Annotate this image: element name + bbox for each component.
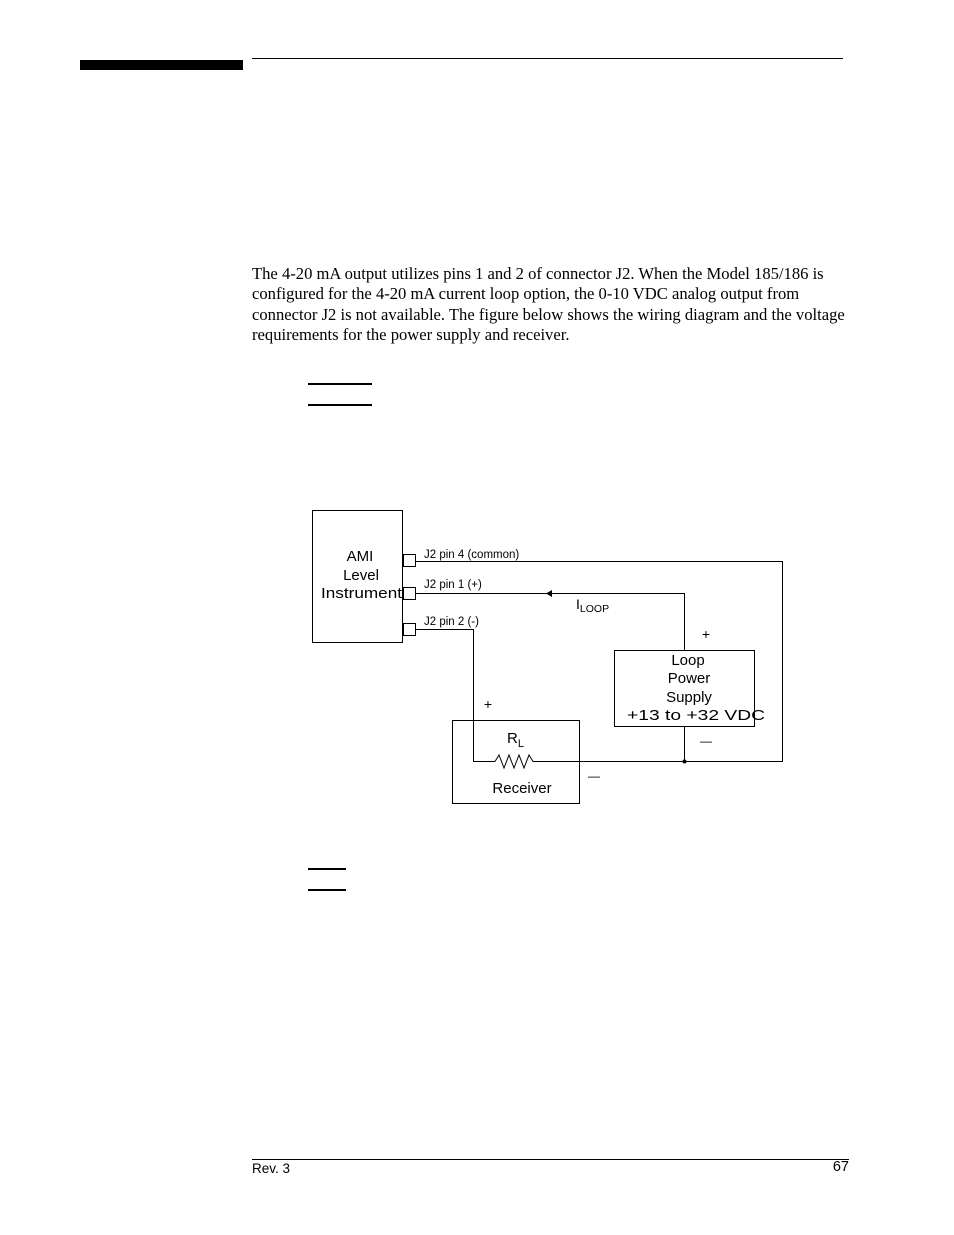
pin1-label: J2 pin 1 (+) xyxy=(424,579,482,591)
header-rule xyxy=(252,58,843,59)
instrument-label-2: Level xyxy=(343,567,379,584)
receiver-plus-sign: + xyxy=(483,696,493,712)
rl-subscript: L xyxy=(517,738,524,750)
supply-minus-sign: — xyxy=(700,734,712,748)
instrument-label-3: Instrument xyxy=(321,585,403,602)
iloop-arrow xyxy=(546,590,552,597)
junction-dot xyxy=(683,760,687,764)
pin2-label: J2 pin 2 (-) xyxy=(424,616,479,628)
instrument-label-1: AMI xyxy=(346,548,374,565)
supply-label-2: Power xyxy=(667,670,711,687)
footer-revision: Rev. 3 xyxy=(252,1161,291,1176)
rl-label: $R_L$ xyxy=(507,730,524,750)
iloop-subscript: LOOP xyxy=(579,603,610,615)
note-rule-bottom xyxy=(308,404,372,406)
receiver-minus-sign: — xyxy=(588,769,600,783)
pin4-label: J2 pin 4 (common) xyxy=(424,549,520,561)
page-number: 67 xyxy=(832,1159,849,1175)
supply-label-3: Supply xyxy=(666,689,712,706)
footer-rule xyxy=(252,1159,849,1160)
header-bar xyxy=(80,60,243,70)
supply-label-4: +13 to +32 VDC xyxy=(627,707,766,724)
body-paragraph: The 4-20 mA output utilizes pins 1 and 2 of connector J2. When the Model 185/186 is configured for the 4-20 mA current loop option, the 0-10 VDC analog output from connector J2 is not available. The figure below shows the wiring diagram and the voltage requirements for the power supply and receiver. xyxy=(252,264,845,345)
pin1-terminal xyxy=(404,588,416,600)
resistor-symbol xyxy=(495,755,538,768)
supply-label-1: Loop xyxy=(671,652,705,669)
note-rule-bottom-2 xyxy=(308,889,346,891)
receiver-label: Receiver xyxy=(492,780,552,797)
supply-plus-sign: + xyxy=(701,626,711,642)
pin2-terminal xyxy=(404,624,416,636)
pin4-terminal xyxy=(404,555,416,567)
iloop-label: $I_{LOOP}$ xyxy=(576,596,610,615)
wiring-diagram xyxy=(300,500,800,820)
note-rule-top-2 xyxy=(308,868,346,870)
note-rule-top xyxy=(308,383,372,385)
common-wire xyxy=(416,562,783,762)
